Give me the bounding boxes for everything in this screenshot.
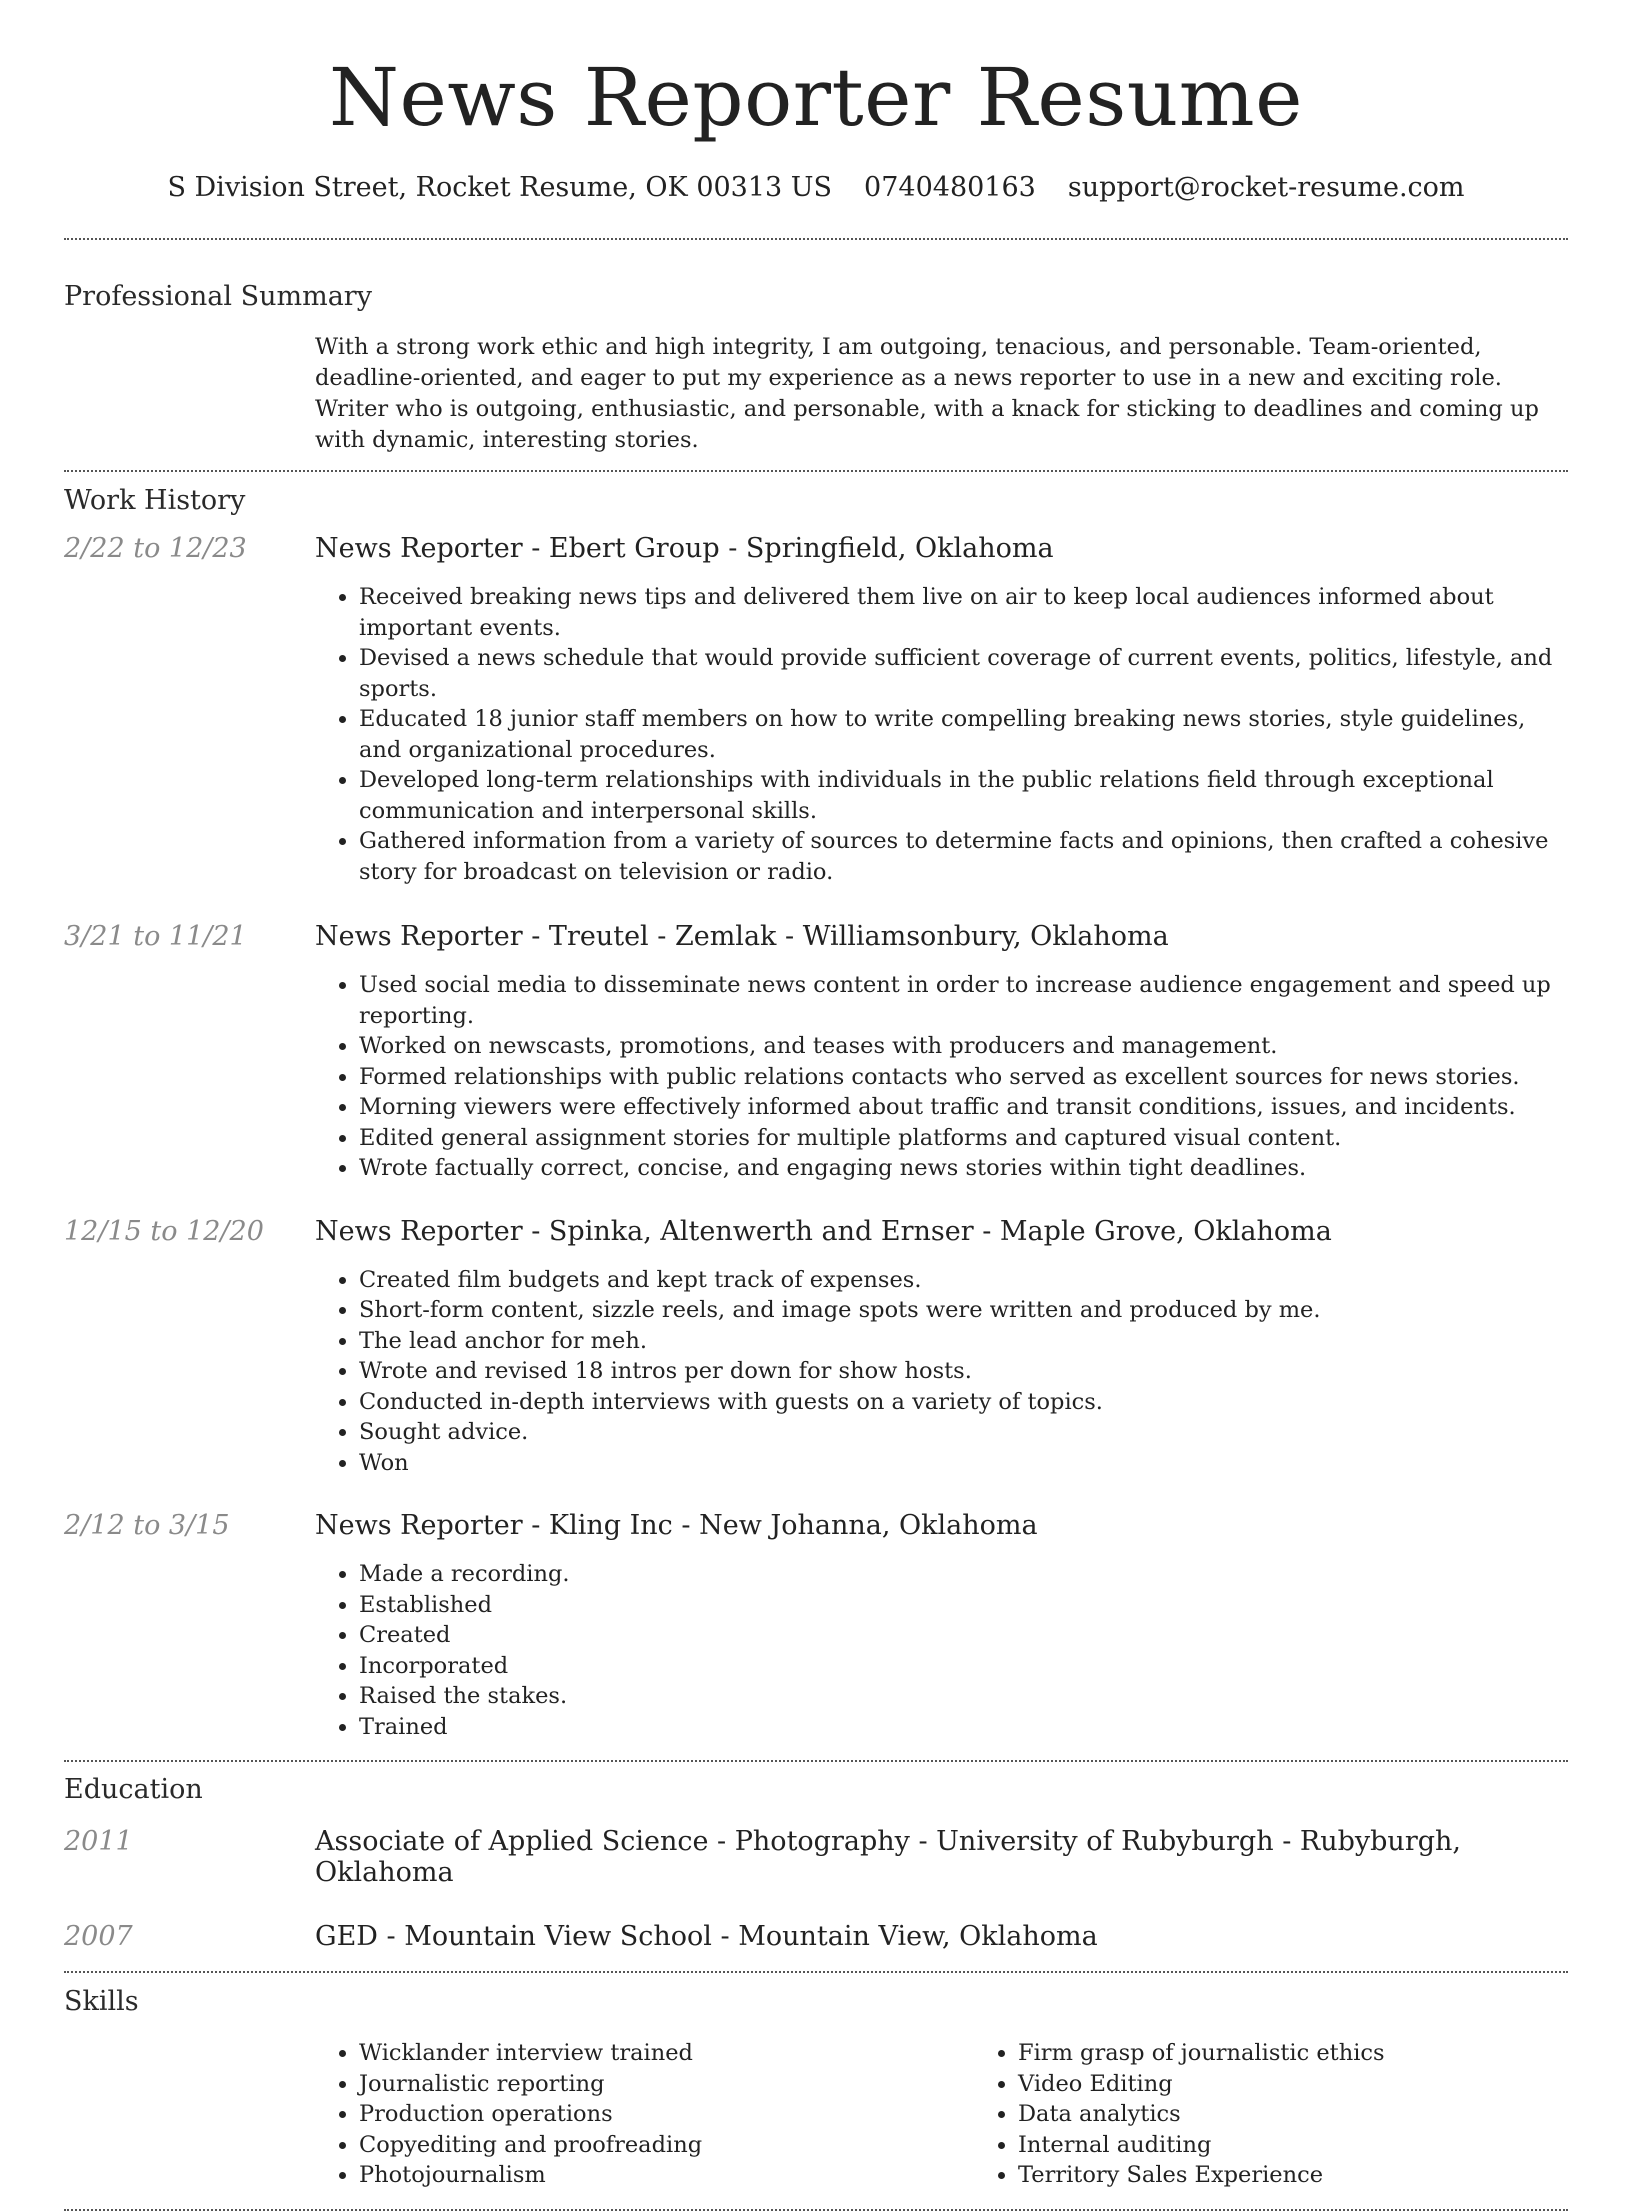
list-item: • Raised the stakes. [359,1681,1568,1712]
list-item: • Established [359,1590,1568,1621]
education-title: Associate of Applied Science - Photography - University of Rubyburgh - Rubyburgh, Oklahoma [315,1826,1461,1888]
skill-item: • Territory Sales Experience [1018,2160,1632,2191]
list-item: • Educated 18 junior staff members on how to write compelling breaking news stories, style guidelines, and organizational procedures. [359,704,1568,765]
contact-phone: 0740480163 [864,172,1036,203]
list-item: • Gathered information from a variety of sources to determine facts and opinions, then crafted a cohesive story for broadcast on television or radio. [359,826,1568,887]
skills-list-left [315,2038,974,2191]
skills-list-right [974,2038,1632,2191]
list-item: • Created film budgets and kept track of expenses. [359,1265,1568,1296]
section-title-work-history: Work History [64,485,246,516]
job-title: News Reporter - Ebert Group - Springfield, Oklahoma [315,533,1054,564]
job-dates: 12/15 to 12/20 [64,1215,264,1247]
skill-item: • Photojournalism [359,2160,974,2191]
list-item: • Used social media to disseminate news content in order to increase audience engagement and speed up reporting. [359,970,1568,1031]
resume-title: News Reporter Resume [328,51,1304,144]
list-item: • Edited general assignment stories for multiple platforms and captured visual content. [359,1123,1568,1154]
divider [64,1971,1568,1973]
list-item: • Worked on newscasts, promotions, and teases with producers and management. [359,1031,1568,1062]
summary-row [64,332,1568,456]
list-item: • Wrote factually correct, concise, and engaging news stories within tight deadlines. [359,1153,1568,1184]
list-item: • Made a recording. [359,1559,1568,1590]
skill-item: • Copyediting and proofreading [359,2130,974,2161]
contact-line [64,172,1568,203]
job-title: News Reporter - Kling Inc - New Johanna, Oklahoma [315,1510,1038,1541]
list-item: • Conducted in-depth interviews with guests on a variety of topics. [359,1387,1568,1418]
list-item: • Wrote and revised 18 intros per down for show hosts. [359,1356,1568,1387]
education-year: 2007 [64,1921,133,1952]
summary-text: With a strong work ethic and high integrity, I am outgoing, tenacious, and personable. Team-oriented, deadline-oriented, and eager to put my experience as a news reporter to use in a new and exciting role. Writer who is outgoing, enthusiastic, and personable, with a knack for sticking to deadlines and coming up with dynamic, interesting stories. [315,334,1539,453]
job-entry [64,1216,1568,1479]
job-entry [64,533,1568,887]
job-dates: 2/12 to 3/15 [64,1510,230,1541]
divider [64,1760,1568,1762]
skill-item: • Production operations [359,2099,974,2130]
job-entry [64,921,1568,1184]
job-entry [64,1510,1568,1742]
list-item: • Received breaking news tips and delivered them live on air to keep local audiences informed about important events. [359,582,1568,643]
contact-email: support@rocket-resume.com [1067,172,1465,203]
list-item: • Morning viewers were effectively informed about traffic and transit conditions, issues, and incidents. [359,1092,1568,1123]
list-item: • Sought advice. [359,1417,1568,1448]
list-item: • Developed long-term relationships with individuals in the public relations field through exceptional communication and interpersonal skills. [359,765,1568,826]
list-item: • Won [359,1448,1568,1479]
job-bullets [315,970,1568,1184]
job-title: News Reporter - Spinka, Altenwerth and Ernser - Maple Grove, Oklahoma [315,1215,1332,1247]
skill-item: • Internal auditing [1018,2130,1632,2161]
divider [64,2209,1568,2211]
job-title: News Reporter - Treutel - Zemlak - Williamsonbury, Oklahoma [315,921,1169,952]
skill-item: • Data analytics [1018,2099,1632,2130]
education-title: GED - Mountain View School - Mountain View, Oklahoma [315,1921,1098,1952]
list-item: • The lead anchor for meh. [359,1326,1568,1357]
education-entry [64,1826,1568,1888]
skills-row [64,2038,1568,2191]
job-bullets [315,1265,1568,1479]
divider [64,238,1568,240]
section-title-education: Education [64,1774,203,1805]
skill-item: • Video Editing [1018,2069,1632,2100]
job-dates: 3/21 to 11/21 [64,921,247,952]
skill-item: • Firm grasp of journalistic ethics [1018,2038,1632,2069]
section-title-skills: Skills [64,1986,139,2017]
list-item: • Formed relationships with public relations contacts who served as excellent sources for news stories. [359,1062,1568,1093]
list-item: • Devised a news schedule that would provide sufficient coverage of current events, politics, lifestyle, and sports. [359,643,1568,704]
divider [64,470,1568,472]
education-year: 2011 [64,1826,133,1857]
contact-address: S Division Street, Rocket Resume, OK 00313 US [167,172,833,203]
list-item: • Incorporated [359,1651,1568,1682]
list-item: • Created [359,1620,1568,1651]
skill-item: • Journalistic reporting [359,2069,974,2100]
job-bullets [315,1559,1568,1742]
education-entry [64,1921,1568,1952]
skill-item: • Wicklander interview trained [359,2038,974,2069]
job-dates: 2/22 to 12/23 [64,533,247,564]
job-bullets [315,582,1568,887]
list-item: • Short-form content, sizzle reels, and image spots were written and produced by me. [359,1295,1568,1326]
list-item: • Trained [359,1712,1568,1743]
section-title-summary: Professional Summary [64,281,372,312]
